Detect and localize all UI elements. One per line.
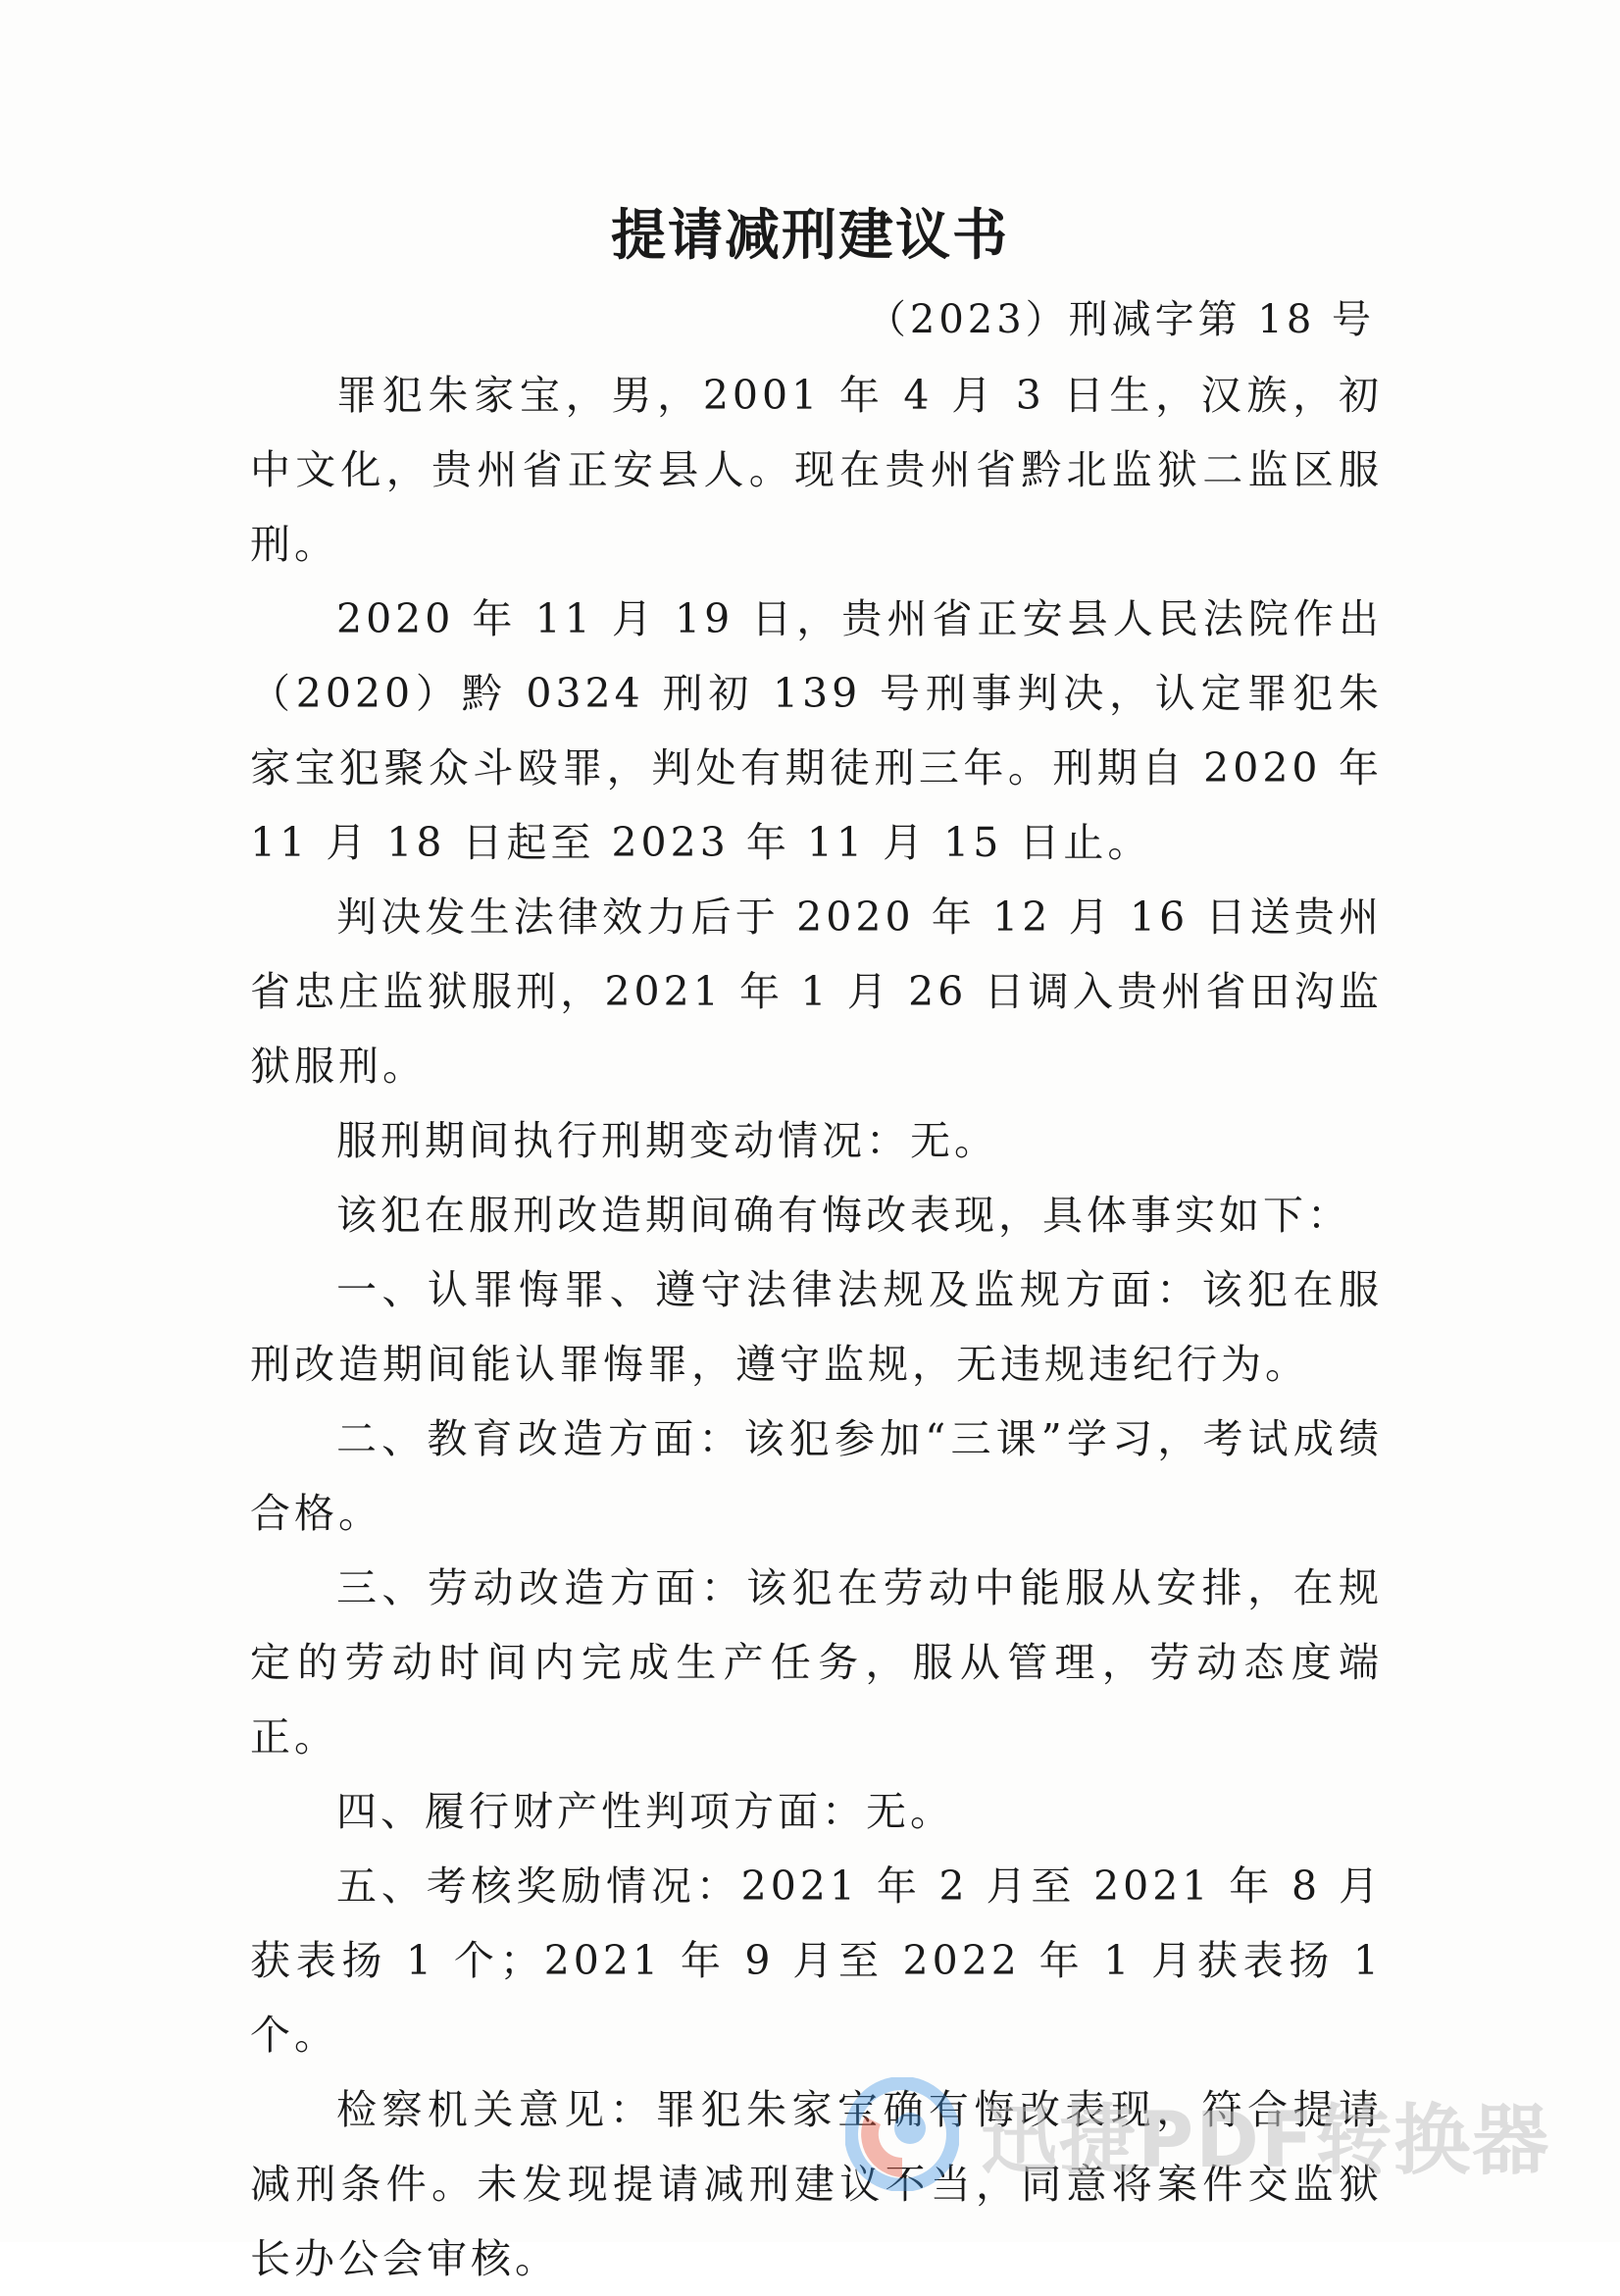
document-title: 提请减刑建议书 bbox=[611, 204, 1009, 268]
watermark-text: 迅捷PDF转换器 bbox=[981, 2097, 1551, 2185]
watermark bbox=[845, 2075, 1571, 2193]
paragraph-item-4: 四、履行财产性判项方面：无。 bbox=[336, 1788, 954, 1835]
paragraph-procuratorate-opinion: 检察机关意见：罪犯朱家宝确有悔改表现，符合提请减刑条件。未发现提请减刑建议不当，同意将案件交监狱长办公会审核。 bbox=[250, 2086, 1383, 2282]
paragraph-criminal-info: 罪犯朱家宝，男，2001 年 4 月 3 日生，汉族，初中文化，贵州省正安县人。现在贵州省黔北监狱二监区服刑。 bbox=[250, 372, 1383, 568]
paragraph-item-3: 三、劳动改造方面：该犯在劳动中能服从安排，在规定的劳动时间内完成生产任务，服从管理，劳动态度端正。 bbox=[250, 1564, 1383, 1760]
paragraph-transfer: 判决发生法律效力后于 2020 年 12 月 16 日送贵州省忠庄监狱服刑，2021 年 1 月 26 日调入贵州省田沟监狱服刑。 bbox=[250, 893, 1383, 1090]
paragraph-item-5: 五、考核奖励情况：2021 年 2 月至 2021 年 8 月获表扬 1 个；2021 年 9 月至 2022 年 1 月获表扬 1 个。 bbox=[250, 1862, 1383, 2059]
xunjie-logo-icon bbox=[845, 2077, 959, 2191]
document-number: （2023）刑减字第 18 号 bbox=[866, 297, 1375, 342]
paragraph-item-1: 一、认罪悔罪、遵守法律法规及监规方面：该犯在服刑改造期间能认罪悔罪，遵守监规，无违规违纪行为。 bbox=[250, 1266, 1383, 1388]
paragraph-sentence-change: 服刑期间执行刑期变动情况：无。 bbox=[336, 1117, 998, 1164]
paragraph-item-2: 二、教育改造方面：该犯参加“三课”学习，考试成绩合格。 bbox=[250, 1415, 1383, 1537]
paragraph-repentance-intro: 该犯在服刑改造期间确有悔改表现，具体事实如下： bbox=[336, 1192, 1351, 1239]
paragraph-judgment: 2020 年 11 月 19 日，贵州省正安县人民法院作出（2020）黔 0324 刑初 139 号刑事判决，认定罪犯朱家宝犯聚众斗殴罪，判处有期徒刑三年。刑期自 2020 年 11 月 18 日起至 2023 年 11 月 15 日止。 bbox=[250, 595, 1383, 866]
document-body bbox=[250, 358, 1383, 2296]
